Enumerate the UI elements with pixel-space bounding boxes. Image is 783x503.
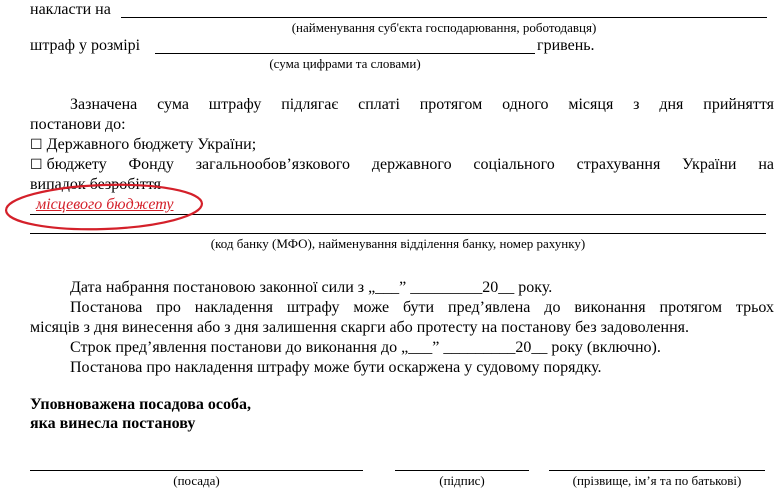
red-ellipse-mark	[0, 180, 210, 238]
appeal-text: Постанова про накладення штрафу може бути оскаржена у судовому порядку.	[70, 359, 602, 376]
signature-caption: (підпис)	[439, 473, 485, 488]
checkbox-icon: ☐	[30, 137, 43, 153]
full-name-line	[549, 470, 765, 471]
recipient-line	[121, 17, 767, 18]
option-unemployment-fund-line2: випадок безробіття	[30, 176, 161, 193]
payment-term-line1: Зазначена сума штрафу підлягає сплаті протягом одного місяця з дня прийняття	[70, 96, 774, 113]
full-name-caption: (прізвище, ім’я та по батькові)	[572, 473, 742, 488]
bank-details-line	[30, 233, 766, 234]
fine-amount-line	[155, 53, 535, 54]
fine-amount-caption: (сума цифрами та словами)	[269, 56, 421, 71]
position-line	[30, 470, 363, 471]
official-title-line2: яка винесла постанову	[30, 415, 196, 432]
fine-currency: гривень.	[537, 37, 595, 54]
position-caption: (посада)	[173, 473, 220, 488]
recipient-label: накласти на	[30, 1, 111, 18]
option-state-budget	[30, 136, 256, 154]
enforcement-deadline-text: Строк пред’явлення постанови до виконання до „___” _________20__ року (включно).	[70, 339, 661, 356]
enforcement-term-line1: Постанова про накладення штрафу може бути пред’явлена до виконання протягом трьох	[70, 299, 774, 316]
bank-details-caption: (код банку (МФО), найменування відділення банку, номер рахунку)	[210, 236, 586, 251]
checkbox-icon: ☐	[30, 157, 43, 173]
option-unemployment-fund-line1: бюджету Фонду загальнообов’язкового державного соціального страхування України на	[46, 156, 774, 173]
official-title-line1: Уповноважена посадова особа,	[30, 396, 252, 413]
enforcement-term-line2: місяців з дня винесення або з дня залишення скарги або протесту на постанову без задоволення.	[30, 319, 690, 336]
effective-date-text: Дата набрання постановою законної сили з „___” _________20__ року.	[70, 279, 553, 296]
signature-line	[395, 470, 529, 471]
handwritten-local-budget: місцевого бюджету	[36, 196, 174, 213]
option-state-budget-label: Державного бюджету України;	[46, 136, 257, 153]
option-unemployment-fund	[30, 156, 774, 174]
recipient-caption: (найменування суб'єкта господарювання, роботодавця)	[291, 20, 597, 35]
fine-amount-label: штраф у розмірі	[30, 37, 141, 54]
payment-term-line2: постанови до:	[30, 116, 126, 133]
